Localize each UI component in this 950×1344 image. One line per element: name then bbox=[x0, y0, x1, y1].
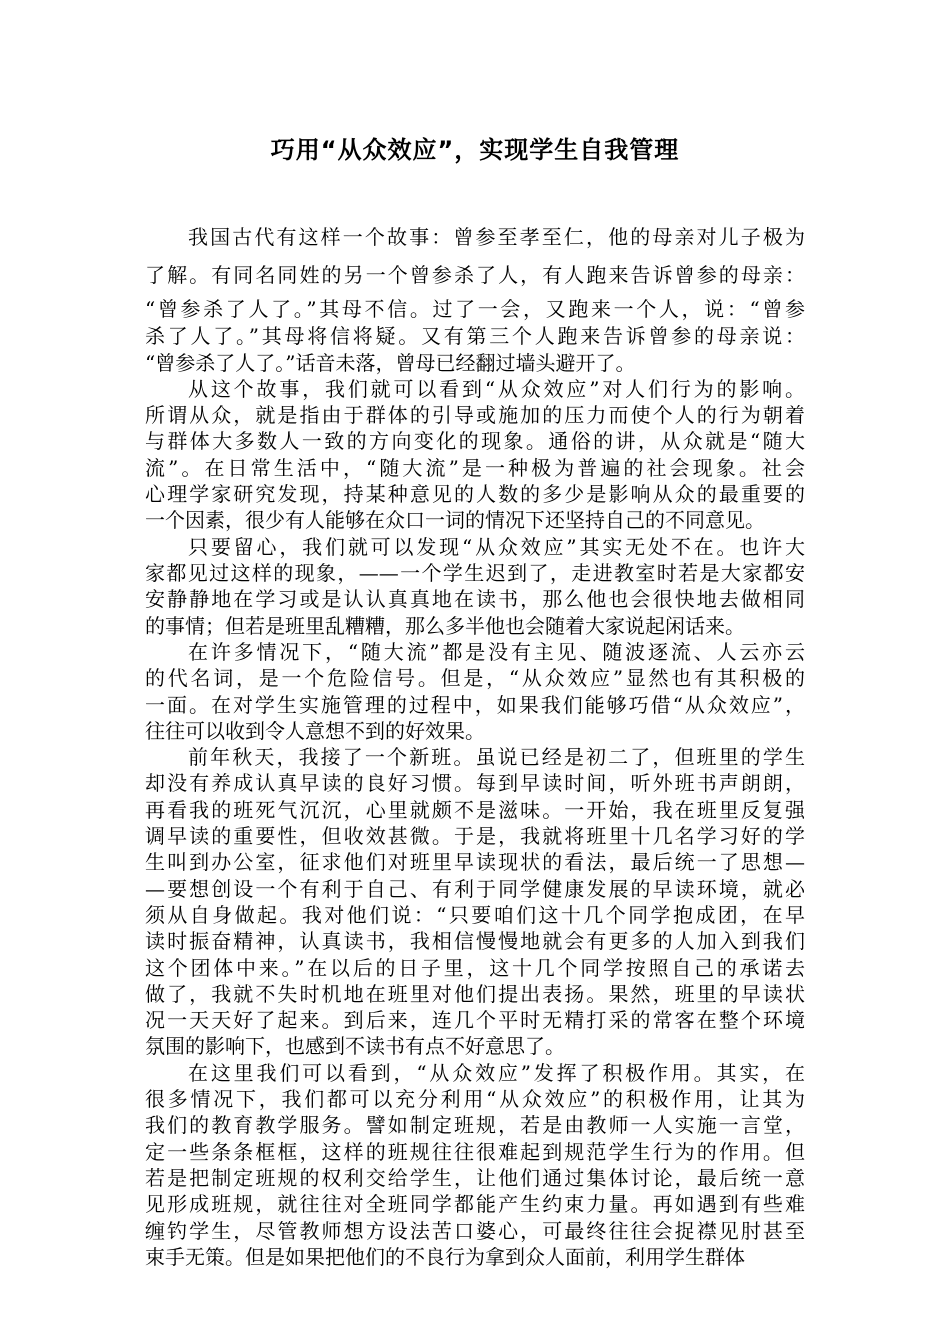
body-line: 做了，我就不失时机地在班里对他们提出表扬。果然，班里的早读状 bbox=[145, 982, 805, 1006]
body-line: “曾参杀了人了。”其母不信。过了一会，又跑来一个人，说：“曾参 bbox=[145, 297, 805, 321]
body-line: 氛围的影响下，也感到不读书有点不好意思了。 bbox=[145, 1034, 565, 1058]
body-line: 流”。在日常生活中，“随大流”是一种极为普遍的社会现象。社会 bbox=[145, 456, 805, 480]
body-line: 在许多情况下，“随大流”都是没有主见、随波逐流、人云亦云 bbox=[188, 640, 805, 664]
body-line: 一面。在对学生实施管理的过程中，如果我们能够巧借“从众效应”， bbox=[145, 693, 805, 717]
body-line: 束手无策。但是如果把他们的不良行为拿到众人面前，利用学生群体 bbox=[145, 1245, 745, 1269]
body-line: 只要留心，我们就可以发现“从众效应”其实无处不在。也许大 bbox=[188, 535, 805, 559]
body-line: 我们的教育教学服务。譬如制定班规，若是由教师一人实施一言堂， bbox=[145, 1113, 805, 1137]
body-line: —要想创设一个有利于自己、有利于同学健康发展的早读环境，就必 bbox=[145, 877, 805, 901]
body-line: 的代名词，是一个危险信号。但是，“从众效应”显然也有其积极的 bbox=[145, 666, 805, 690]
body-line: 须从自身做起。我对他们说：“只要咱们这十几个同学抱成团，在早 bbox=[145, 903, 805, 927]
body-line: 前年秋天，我接了一个新班。虽说已经是初二了，但班里的学生 bbox=[188, 745, 805, 769]
body-line: 若是把制定班规的权利交给学生，让他们通过集体讨论，最后统一意 bbox=[145, 1166, 805, 1190]
body-line: 我国古代有这样一个故事：曾参至孝至仁，他的母亲对儿子极为 bbox=[188, 225, 805, 249]
body-line: 读时振奋精神，认真读书，我相信慢慢地就会有更多的人加入到我们 bbox=[145, 929, 805, 953]
body-line: 生叫到办公室，征求他们对班里早读现状的看法，最后统一了思想— bbox=[145, 850, 805, 874]
body-line: 调早读的重要性，但收效甚微。于是，我就将班里十几名学习好的学 bbox=[145, 824, 805, 848]
body-line: 心理学家研究发现，持某种意见的人数的多少是影响从众的最重要的 bbox=[145, 482, 805, 506]
body-line: 缠钓学生，尽管教师想方设法苦口婆心，可最终往往会捉襟见肘甚至 bbox=[145, 1219, 805, 1243]
body-line: 况一天天好了起来。到后来，连几个平时无精打采的常客在整个环境 bbox=[145, 1008, 805, 1032]
body-line: “曾参杀了人了。”话音未落，曾母已经翻过墙头避开了。 bbox=[145, 351, 636, 375]
body-line: 家都见过这样的现象，——一个学生迟到了，走进教室时若是大家都安 bbox=[145, 561, 805, 585]
body-line: 一个因素，很少有人能够在众口一词的情况下还坚持自己的不同意见。 bbox=[145, 508, 765, 532]
body-line: 与群体大多数人一致的方向变化的现象。通俗的讲，从众就是“随大 bbox=[145, 429, 805, 453]
body-line: 却没有养成认真早读的良好习惯。每到早读时间，听外班书声朗朗， bbox=[145, 771, 805, 795]
body-line: 的事情；但若是班里乱糟糟，那么多半他也会随着大家说起闲话来。 bbox=[145, 614, 745, 638]
document-title: 巧用“从众效应”，实现学生自我管理 bbox=[270, 136, 680, 164]
body-line: 很多情况下，我们都可以充分利用“从众效应”的积极作用，让其为 bbox=[145, 1087, 805, 1111]
body-line: 见形成班规，就往往对全班同学都能产生约束力量。再如遇到有些难 bbox=[145, 1192, 805, 1216]
body-line: 定一些条条框框，这样的班规往往很难起到规范学生行为的作用。但 bbox=[145, 1140, 805, 1164]
body-line: 杀了人了。”其母将信将疑。又有第三个人跑来告诉曾参的母亲说： bbox=[145, 324, 805, 348]
body-line: 所谓从众，就是指由于群体的引导或施加的压力而使个人的行为朝着 bbox=[145, 403, 805, 427]
body-line: 这个团体中来。”在以后的日子里，这十几个同学按照自己的承诺去 bbox=[145, 956, 805, 980]
body-line: 再看我的班死气沉沉，心里就颇不是滋味。一开始，我在班里反复强 bbox=[145, 798, 805, 822]
body-line: 在这里我们可以看到，“从众效应”发挥了积极作用。其实，在 bbox=[188, 1061, 805, 1085]
body-line: 安静静地在学习或是认认真真地在读书，那么他也会很快地去做相同 bbox=[145, 587, 805, 611]
body-line: 了解。有同名同姓的另一个曾参杀了人，有人跑来告诉曾参的母亲： bbox=[145, 263, 805, 287]
body-line: 往往可以收到令人意想不到的好效果。 bbox=[145, 719, 485, 743]
body-line: 从这个故事，我们就可以看到“从众效应”对人们行为的影响。 bbox=[188, 377, 805, 401]
